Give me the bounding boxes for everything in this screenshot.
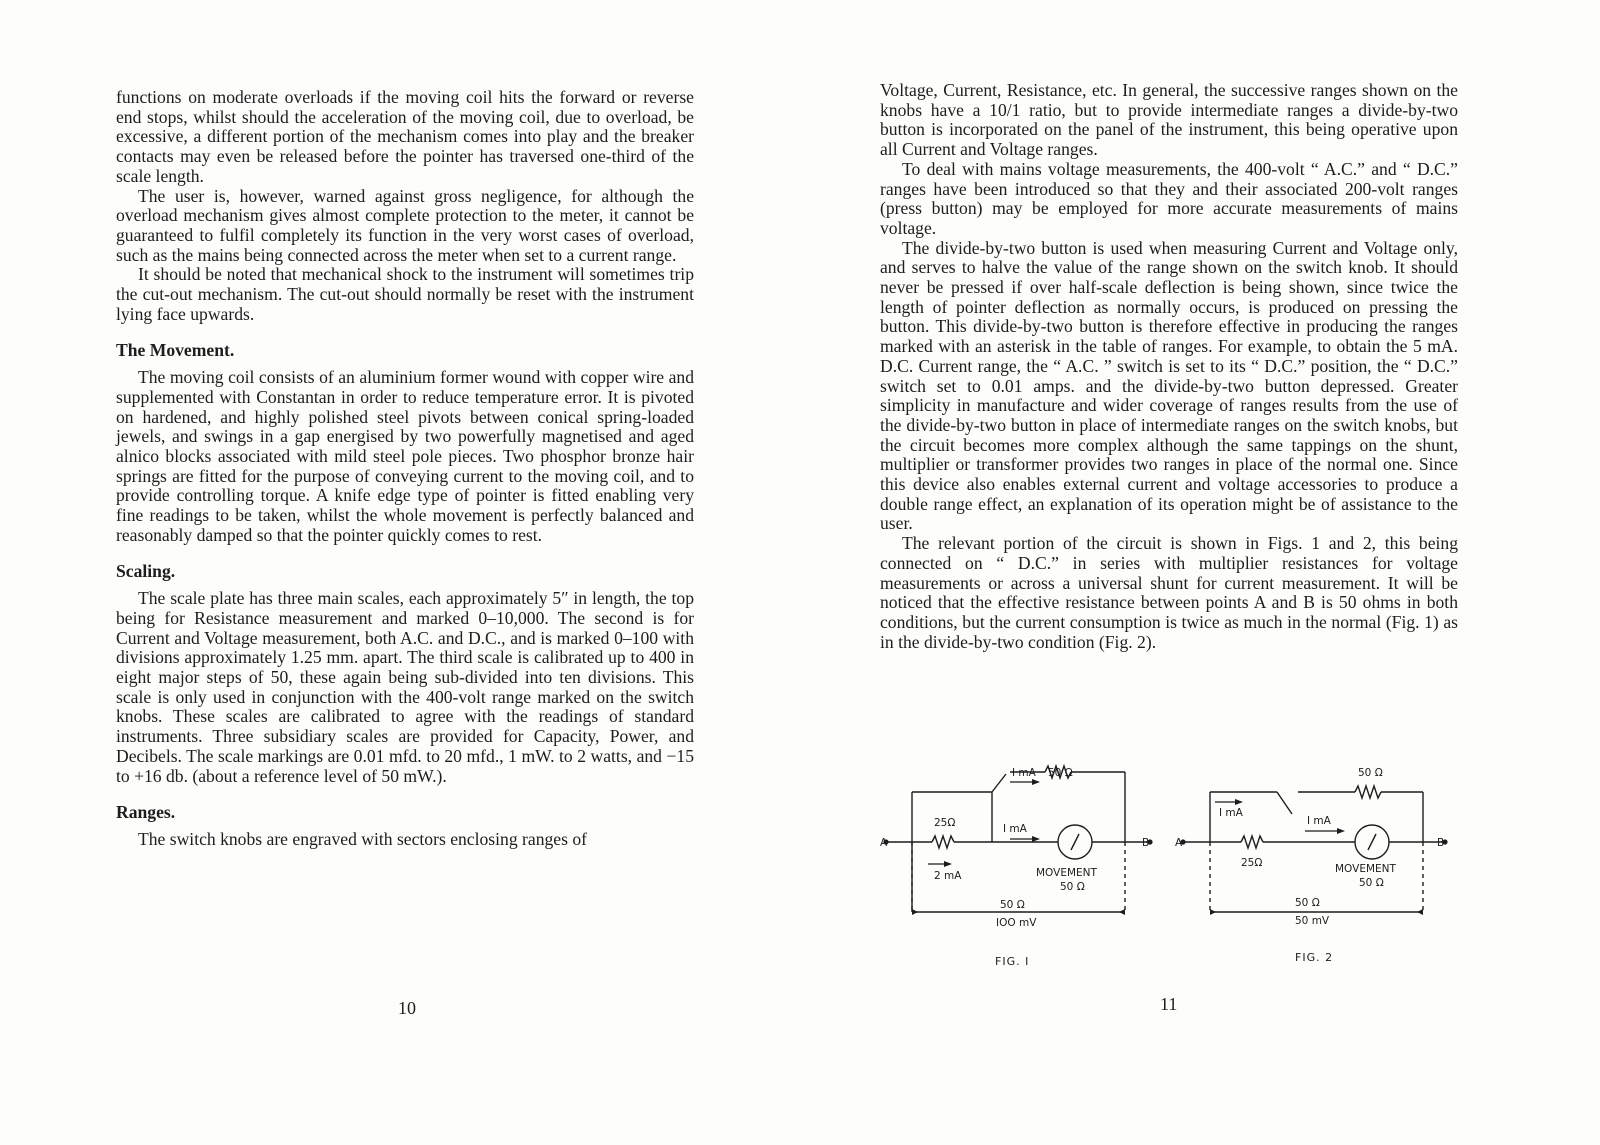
paragraph: It should be noted that mechanical shock to the instrument will sometimes trip the cut-out mechanism. The cut-out should normally be reset with the instrument lying face upwards. bbox=[116, 264, 694, 324]
paragraph: The divide-by-two button is used when measuring Current and Voltage only, and serves to halve the value of the range shown on the switch knob. It should never be pressed if over half-scale deflection is being shown, since twice the length of pointer deflection as normally occurs, is produced on pressing the button. This divide-by-two button is therefore effective in producing the ranges marked with an asterisk in the table of ranges. For example, to obtain the 5 mA. D.C. Current range, the “ A.C. ” switch is set to its “ D.C.” position, the “ D.C.” switch set to 0.01 amps. and the divide-by-two button depressed. Greater simplicity in manufacture and wider coverage of ranges results from the use of the divide-by-two button in place of intermediate ranges on the switch knobs, but the circuit becomes more complex although the same tappings on the shunt, multiplier or transformer provides two ranges in place of the normal one. Since this device also enables external current and voltage accessories to produce a double range effect, an explanation of its operation might be of assistance to the user. bbox=[880, 237, 1458, 534]
section-heading-ranges: Ranges. bbox=[116, 802, 176, 823]
right-page bbox=[800, 0, 1600, 1145]
movement-resistance-label: 50 Ω bbox=[1359, 877, 1384, 889]
top-resistor-label: 50 Ω bbox=[1358, 767, 1383, 779]
right-text-column bbox=[880, 81, 1458, 652]
section-heading-scaling: Scaling. bbox=[116, 561, 176, 582]
left-resistor-label: 25Ω bbox=[934, 817, 956, 829]
movement-label: MOVEMENT bbox=[1036, 867, 1097, 879]
left-current-label: 2 mA bbox=[934, 870, 962, 882]
figure-2-circuit bbox=[1175, 762, 1450, 972]
circuit-diagram-fig1 bbox=[880, 762, 1155, 972]
total-voltage-label: 50 mV bbox=[1295, 915, 1330, 927]
paragraph: The scale plate has three main scales, each approximately 5″ in length, the top being for Resistance measurement and marked 0–10,000. The second is for Current and Voltage measurement, both A.C. and D.C., and is marked 0–100 with divisions approximately 1.25 mm. apart. The third scale is calibrated up to 400 in eight major steps of 50, these again being sub-divided into ten divisions. This scale is only used in conjunction with the 400-volt range marked on the switch knobs. These scales are calibrated to agree with the readings of standard instruments. Three subsidiary scales are provided for Capacity, Power, and Decibels. The scale markings are 0.01 mfd. to 20 mfd., 1 mW. to 2 watts, and −15 to +16 db. (about a reference level of 50 mW.). bbox=[116, 588, 694, 786]
mid-current-label: I mA bbox=[1003, 823, 1027, 835]
left-resistor-label: 25Ω bbox=[1241, 857, 1263, 869]
paragraph: The moving coil consists of an aluminium former wound with copper wire and supplemented with Constantan in order to reduce temperature error. It is pivoted on hardened, and highly polished steel pivots between conical spring-loaded jewels, and swings in a gap energised by two powerfully magnetised and aged alnico blocks associated with mild steel pole pieces. Two phosphor bronze hair springs are fitted for the purpose of conveying current to the moving coil, and to provide controlling torque. A knife edge type of pointer is fitted enabling very fine readings to be taken, whilst the whole movement is perfectly balanced and reasonably damped so that the pointer quickly comes to rest. bbox=[116, 367, 694, 545]
section-heading-movement: The Movement. bbox=[116, 340, 235, 361]
paragraph: functions on moderate overloads if the moving coil hits the forward or reverse end stops, whilst should the acceleration of the moving coil, due to overload, be excessive, a different portion of the mechanism comes into play and the breaker contacts may even be released before the pointer has traversed one-third of the scale length. bbox=[116, 87, 694, 186]
paragraph: To deal with mains voltage measurements, the 400-volt “ A.C.” and “ D.C.” ranges have been introduced so that they and their associated 200-volt ranges (press button) may be employed for more accurate measurements of mains voltage. bbox=[880, 158, 1458, 238]
movement-resistance-label: 50 Ω bbox=[1060, 881, 1085, 893]
terminal-b-label: B bbox=[1142, 837, 1150, 849]
paragraph: The relevant portion of the circuit is shown in Figs. 1 and 2, this being connected on “ D.C.” in series with multiplier resistances for voltage measurements or across a universal shunt for current measurement. It will be noticed that the effective resistance between points A and B is 50 ohms in both conditions, but the current consumption is twice as much in the normal (Fig. 1) as in the divide-by-two condition (Fig. 2). bbox=[880, 533, 1458, 652]
page-number: 10 bbox=[398, 998, 416, 1018]
paragraph: The user is, however, warned against gross negligence, for although the overload mechanism gives almost complete protection to the meter, it cannot be guaranteed to fulfil completely its function in the very worst cases of overload, such as the mains being connected across the meter when set to a current range. bbox=[116, 185, 694, 265]
figure-2-caption: FIG. 2 bbox=[1295, 951, 1334, 964]
mid-current-label: I mA bbox=[1307, 815, 1331, 827]
movement-label: MOVEMENT bbox=[1335, 863, 1396, 875]
total-voltage-label: IOO mV bbox=[996, 917, 1037, 929]
terminal-a-label: A bbox=[1175, 837, 1183, 849]
top-resistor-label: 50 Ω bbox=[1048, 767, 1073, 779]
terminal-b-label: B bbox=[1437, 837, 1445, 849]
top-current-label: I mA bbox=[1012, 767, 1036, 779]
total-resistance-label: 50 Ω bbox=[1295, 897, 1320, 909]
terminal-a-label: A bbox=[880, 837, 888, 849]
page-number: 11 bbox=[1160, 994, 1178, 1014]
figure-1-caption: FIG. I bbox=[995, 955, 1030, 968]
paragraph: Voltage, Current, Resistance, etc. In general, the successive ranges shown on the knobs have a 10/1 ratio, but to provide intermediate ranges a divide-by-two button is incorporated on the panel of the instrument, this being operative upon all Current and Voltage ranges. bbox=[880, 80, 1458, 160]
figure-1-circuit bbox=[880, 762, 1155, 972]
total-resistance-label: 50 Ω bbox=[1000, 899, 1025, 911]
left-current-label: I mA bbox=[1219, 807, 1243, 819]
left-text-column bbox=[116, 88, 694, 850]
paragraph: The switch knobs are engraved with sectors enclosing ranges of bbox=[138, 828, 587, 849]
circuit-diagram-fig2 bbox=[1175, 762, 1450, 972]
